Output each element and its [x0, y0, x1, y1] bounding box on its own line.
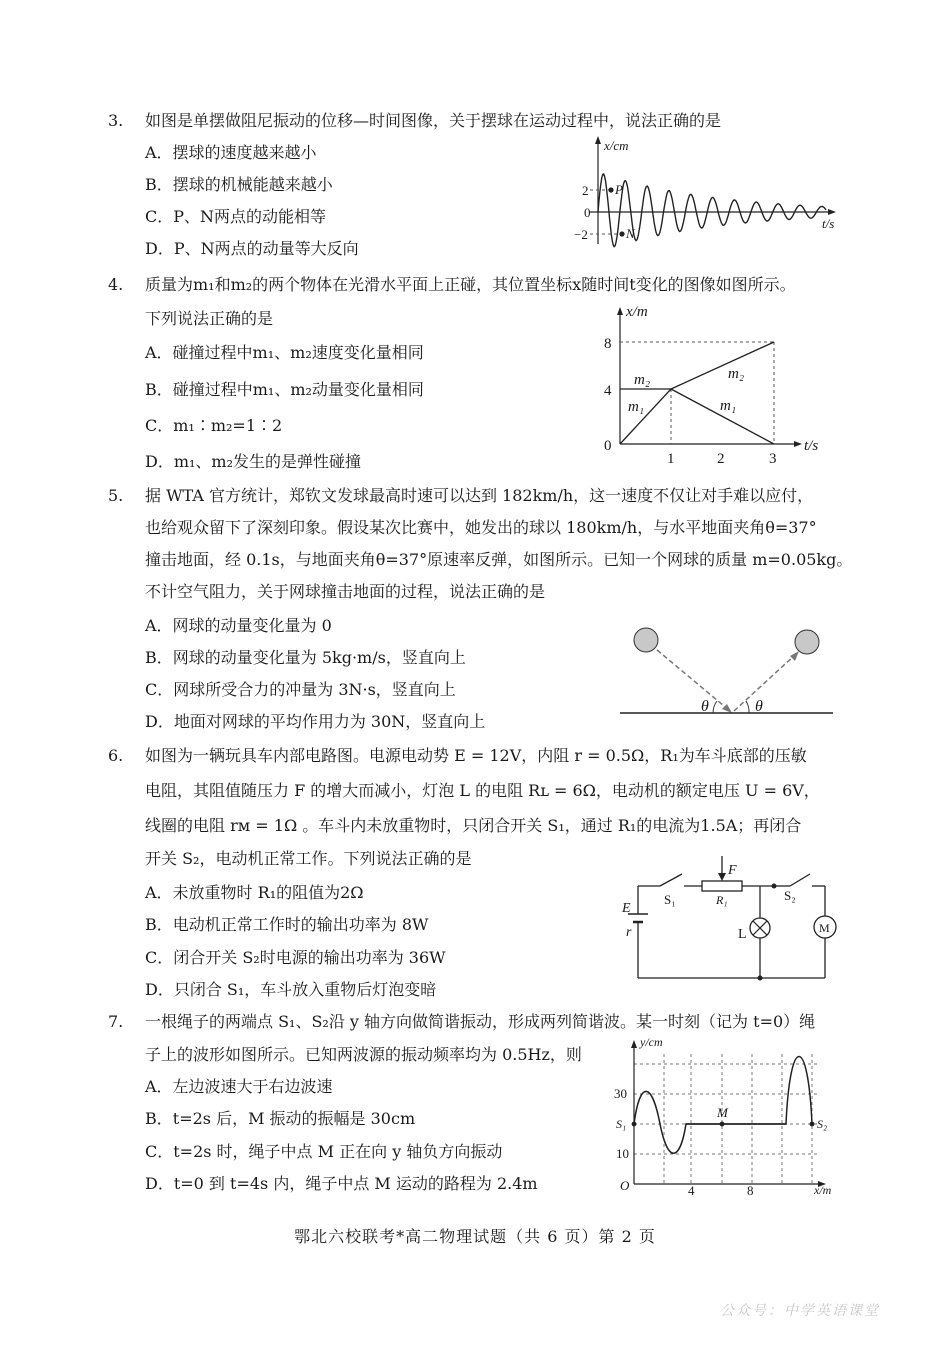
q3-option-d: D．P、N两点的动量等大反向	[145, 239, 359, 258]
q4-label-m1-right: m₁	[720, 398, 737, 414]
q3-damped-oscillation-figure	[570, 132, 850, 250]
q7-y-axis-label: y/cm	[640, 1035, 663, 1049]
q3-y-axis-label: x/cm	[604, 138, 629, 153]
q6-option-a: A．未放重物时 R₁的阻值为2Ω	[145, 883, 364, 902]
q4-x-tick-2: 2	[717, 451, 725, 467]
q6-stem-line3: 线圈的电阻 rᴍ = 1Ω 。车斗内未放重物时，只闭合开关 S₁，通过 R₁的电流为1.5A；再闭合	[145, 816, 802, 835]
q3-option-b: B．摆球的机械能越来越小	[145, 175, 333, 194]
q7-origin: O	[620, 1178, 630, 1193]
q6-option-b: B．电动机正常工作时的输出功率为 8W	[145, 915, 429, 934]
q4-y-tick-0: 0	[604, 438, 612, 454]
q4-option-c: C．m₁∶m₂=1∶2	[145, 416, 283, 435]
q4-label-m2-right: m₂	[728, 366, 745, 382]
q7-y-tick-30: 30	[614, 1086, 627, 1101]
q5-stem-line3: 撞击地面，经 0.1s，与地面夹角θ=37°原速率反弹，如图所示。已知一个网球的质量 m=0.05kg。	[145, 550, 853, 569]
q5-angle-left: θ	[701, 698, 709, 715]
q6-label-emf: E	[622, 901, 631, 916]
q3-y-tick-0: 0	[584, 205, 591, 220]
q3-point-n: N	[626, 226, 635, 241]
q7-option-b: B．t=2s 后，M 振动的振幅是 30cm	[145, 1109, 416, 1128]
q4-y-tick-4: 4	[604, 383, 612, 399]
q4-stem-line1: 质量为m₁和m₂的两个物体在光滑水平面上正碰，其位置坐标x随时间t变化的图像如图所示。	[145, 275, 796, 294]
q7-option-a: A．左边波速大于右边波速	[145, 1077, 333, 1096]
q7-label-s1: S₁	[616, 1117, 627, 1131]
q5-option-a: A．网球的动量变化量为 0	[145, 616, 332, 635]
q5-stem-line4: 不计空气阻力，关于网球撞击地面的过程，说法正确的是	[145, 582, 546, 601]
q6-option-d: D．只闭合 S₁，车斗放入重物后灯泡变暗	[145, 980, 437, 999]
q6-label-s1: S₁	[664, 892, 676, 907]
q3-stem: 如图是单摆做阻尼振动的位移—时间图像，关于摆球在运动过程中，说法正确的是	[145, 111, 722, 130]
q3-point-p: P	[615, 182, 623, 197]
q4-x-tick-3: 3	[769, 451, 777, 467]
q4-y-tick-8: 8	[604, 336, 612, 352]
q6-option-c: C．闭合开关 S₂时电源的输出功率为 36W	[145, 948, 446, 967]
q3-y-tick-2: 2	[582, 183, 589, 198]
page-footer: 鄂北六校联考*高二物理试题（共 6 页）第 2 页	[294, 1227, 656, 1246]
q3-x-axis-label: t/s	[822, 216, 835, 231]
q6-label-s2: S₂	[784, 888, 796, 903]
q4-option-a: A．碰撞过程中m₁、m₂速度变化量相同	[145, 343, 424, 362]
q5-option-b: B．网球的动量变化量为 5kg·m/s，竖直向上	[145, 648, 466, 667]
q7-x-tick-4: 4	[688, 1183, 695, 1198]
q5-option-c: C．网球所受合力的冲量为 3N·s，竖直向上	[145, 680, 456, 699]
q5-tennis-ball-figure	[615, 618, 840, 723]
q5-option-d: D．地面对网球的平均作用力为 30N，竖直向上	[145, 712, 486, 731]
q5-number: 5.	[108, 486, 124, 505]
q6-stem-line2: 电阻，其阻值随压力 F 的增大而减小，灯泡 L 的电阻 Rʟ = 6Ω，电动机的额定电压 U = 6V，	[145, 781, 820, 800]
q6-label-motor: M	[819, 921, 830, 935]
q6-label-lamp: L	[738, 927, 747, 942]
q6-stem-line1: 如图为一辆玩具车内部电路图。电源电动势 E = 12V，内阻 r = 0.5Ω，R₁为车斗底部的压敏	[145, 746, 807, 765]
q5-angle-right: θ	[755, 698, 763, 715]
q7-x-tick-8: 8	[747, 1183, 754, 1198]
q4-y-axis-label: x/m	[626, 304, 648, 320]
q5-stem-line1: 据 WTA 官方统计，郑钦文发球最高时速可以达到 182km/h，这一速度不仅让对手难以应付，	[145, 486, 814, 505]
q4-x-tick-1: 1	[667, 451, 675, 467]
q3-option-a: A．摆球的速度越来越小	[145, 143, 317, 162]
q3-y-tick-neg2: −2	[574, 227, 588, 242]
q7-number: 7.	[108, 1012, 124, 1031]
q7-wave-figure	[610, 1034, 845, 1202]
q7-y-tick-10: 10	[616, 1146, 629, 1161]
q7-stem-line1: 一根绳子的两端点 S₁、S₂沿 y 轴方向做简谐振动，形成两列简谐波。某一时刻（记为 t=0）绳	[145, 1012, 816, 1031]
q4-x-axis-label: t/s	[804, 438, 819, 454]
q3-option-c: C．P、N两点的动能相等	[145, 207, 327, 226]
q7-stem-line2: 子上的波形如图所示。已知两波源的振动频率均为 0.5Hz，则	[145, 1045, 582, 1064]
q7-label-m: M	[717, 1105, 728, 1120]
q7-option-d: D．t=0 到 t=4s 内，绳子中点 M 运动的路程为 2.4m	[145, 1174, 538, 1193]
q5-stem-line2: 也给观众留下了深刻印象。假设某次比赛中，她发出的球以 180km/h，与水平地面夹角θ=37°	[145, 518, 817, 537]
q6-label-r1: R₁	[716, 893, 728, 907]
q4-collision-graph	[598, 302, 838, 472]
q4-label-m2-left: m₂	[634, 372, 651, 388]
q3-number: 3.	[108, 111, 124, 130]
q4-option-b: B．碰撞过程中m₁、m₂动量变化量相同	[145, 380, 424, 399]
q4-label-m1-left: m₁	[628, 399, 645, 415]
q4-number: 4.	[108, 275, 124, 294]
q6-stem-line4: 开关 S₂，电动机正常工作。下列说法正确的是	[145, 849, 472, 868]
q6-label-force: F	[728, 863, 737, 878]
q4-option-d: D．m₁、m₂发生的是弹性碰撞	[145, 452, 362, 471]
q4-stem-line2: 下列说法正确的是	[145, 309, 274, 328]
q6-label-internal-r: r	[626, 925, 632, 940]
q7-x-axis-label: x/m	[814, 1183, 832, 1197]
q7-label-s2: S₂	[817, 1117, 828, 1131]
q6-circuit-diagram	[618, 852, 843, 982]
watermark: 公众号：中学英语课堂	[720, 1303, 880, 1319]
q6-number: 6.	[108, 746, 124, 765]
q7-option-c: C．t=2s 时，绳子中点 M 正在向 y 轴负方向振动	[145, 1142, 503, 1161]
